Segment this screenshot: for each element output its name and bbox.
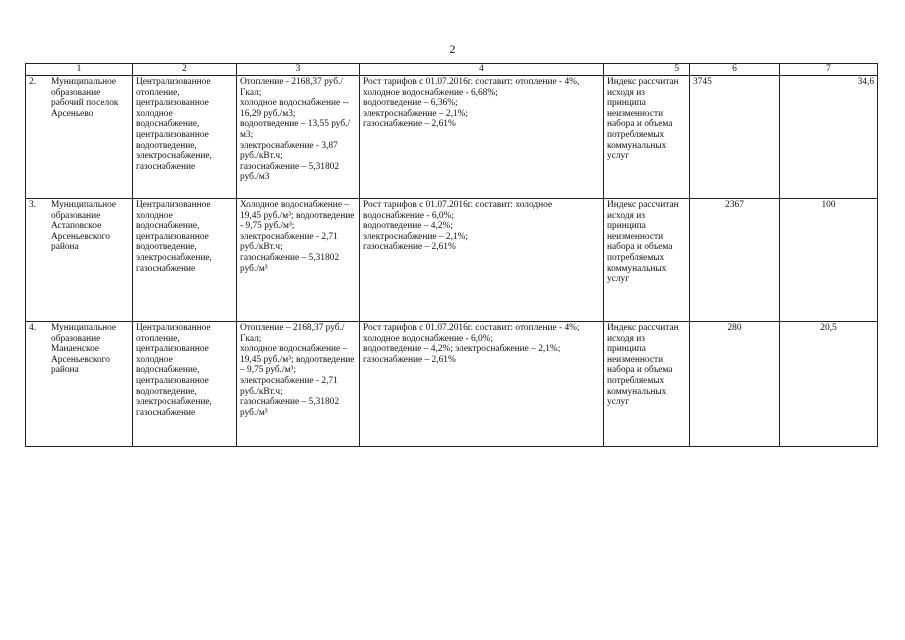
index-note-cell: Индекс рассчитан исходя из принципа неизменности набора и объема потребляемых коммунальных услуг [604,322,690,447]
column-header-5: 5 [604,64,690,76]
column-header-6: 6 [690,64,780,76]
value-col7-cell: 100 [780,199,878,322]
municipality-cell [26,199,133,322]
table-row [26,322,878,447]
value-col7-cell: 34,6 [780,76,878,199]
index-note-cell: Индекс рассчитан исходя из принципа неизменности набора и объема потребляемых коммунальных услуг [604,199,690,322]
column-header-4: 4 [360,64,604,76]
index-note-cell: Индекс рассчитан исходя из принципа неизменности набора и объема потребляемых коммунальных услуг [604,76,690,199]
tariff-table [25,63,878,447]
page-number: 2 [449,42,456,56]
services-cell: Централизованное отопление, централизованное холодное водоснабжение, централизованное водоотведение, электроснабжение, газоснабжение [133,322,237,447]
municipality-name: Муниципальное образование Астаповское Арсеньевского района [51,200,117,253]
growth-cell: Рост тарифов с 01.07.2016г. составит: отопление - 4%, холодное водоснабжение - 6,68%; водоотведение – 6,36%; электроснабжение – 2,1%; газоснабжение – 2,61% [360,76,604,199]
column-header-7: 7 [780,64,878,76]
table-header-row [26,64,878,76]
municipality-cell [26,76,133,199]
row-number: 2. [29,77,37,87]
services-cell: Централизованное отопление, централизованное холодное водоснабжение, централизованное водоотведение, электроснабжение, газоснабжение [133,76,237,199]
column-header-2: 2 [133,64,237,76]
value-col6-cell: 2367 [690,199,780,322]
tariffs-cell: Холодное водоснабжение – 19,45 руб./м³; водоотведение - 9,75 руб./м³; электроснабжение - 2,71 руб./кВт.ч; газоснабжение – 5,31802 руб./м³ [237,199,360,322]
value-col6-cell: 3745 [690,76,780,199]
municipality-name: Муниципальное образование Манаенское Арсеньевского района [51,323,117,376]
growth-cell: Рост тарифов с 01.07.2016г. составит: отопление - 4%; холодное водоснабжение - 6,0%; водоотведение – 4,2%; электроснабжение – 2,1%; газоснабжение – 2,61% [360,322,604,447]
value-col7-cell: 20,5 [780,322,878,447]
column-header-1: 1 [26,64,133,76]
tariffs-cell: Отопление - 2168,37 руб./Гкал; холодное водоснабжение -- 16,29 руб./м3; водоотведение – 13,55 руб./м3; электроснабжение - 3,87 руб./кВт.ч; газоснабжение – 5,31802 руб./м3 [237,76,360,199]
tariffs-cell: Отопление – 2168,37 руб./Гкал; холодное водоснабжение – 19,45 руб./м³; водоотведение – 9,75 руб./м³; электроснабжение - 2,71 руб./кВт.ч; газоснабжение – 5,31802 руб./м³ [237,322,360,447]
table-row [26,199,878,322]
municipality-cell [26,322,133,447]
value-col6-cell: 280 [690,322,780,447]
row-number: 3. [29,200,37,210]
row-number: 4. [29,323,37,333]
growth-cell: Рост тарифов с 01.07.2016г. составит: холодное водоснабжение - 6,0%; водоотведение – 4,2%; электроснабжение – 2,1%; газоснабжение – 2,61% [360,199,604,322]
column-header-3: 3 [237,64,360,76]
table-row [26,76,878,199]
services-cell: Централизованное холодное водоснабжение, централизованное водоотведение, электроснабжение, газоснабжение [133,199,237,322]
municipality-name: Муниципальное образование рабочий поселок Арсеньево [51,77,119,119]
